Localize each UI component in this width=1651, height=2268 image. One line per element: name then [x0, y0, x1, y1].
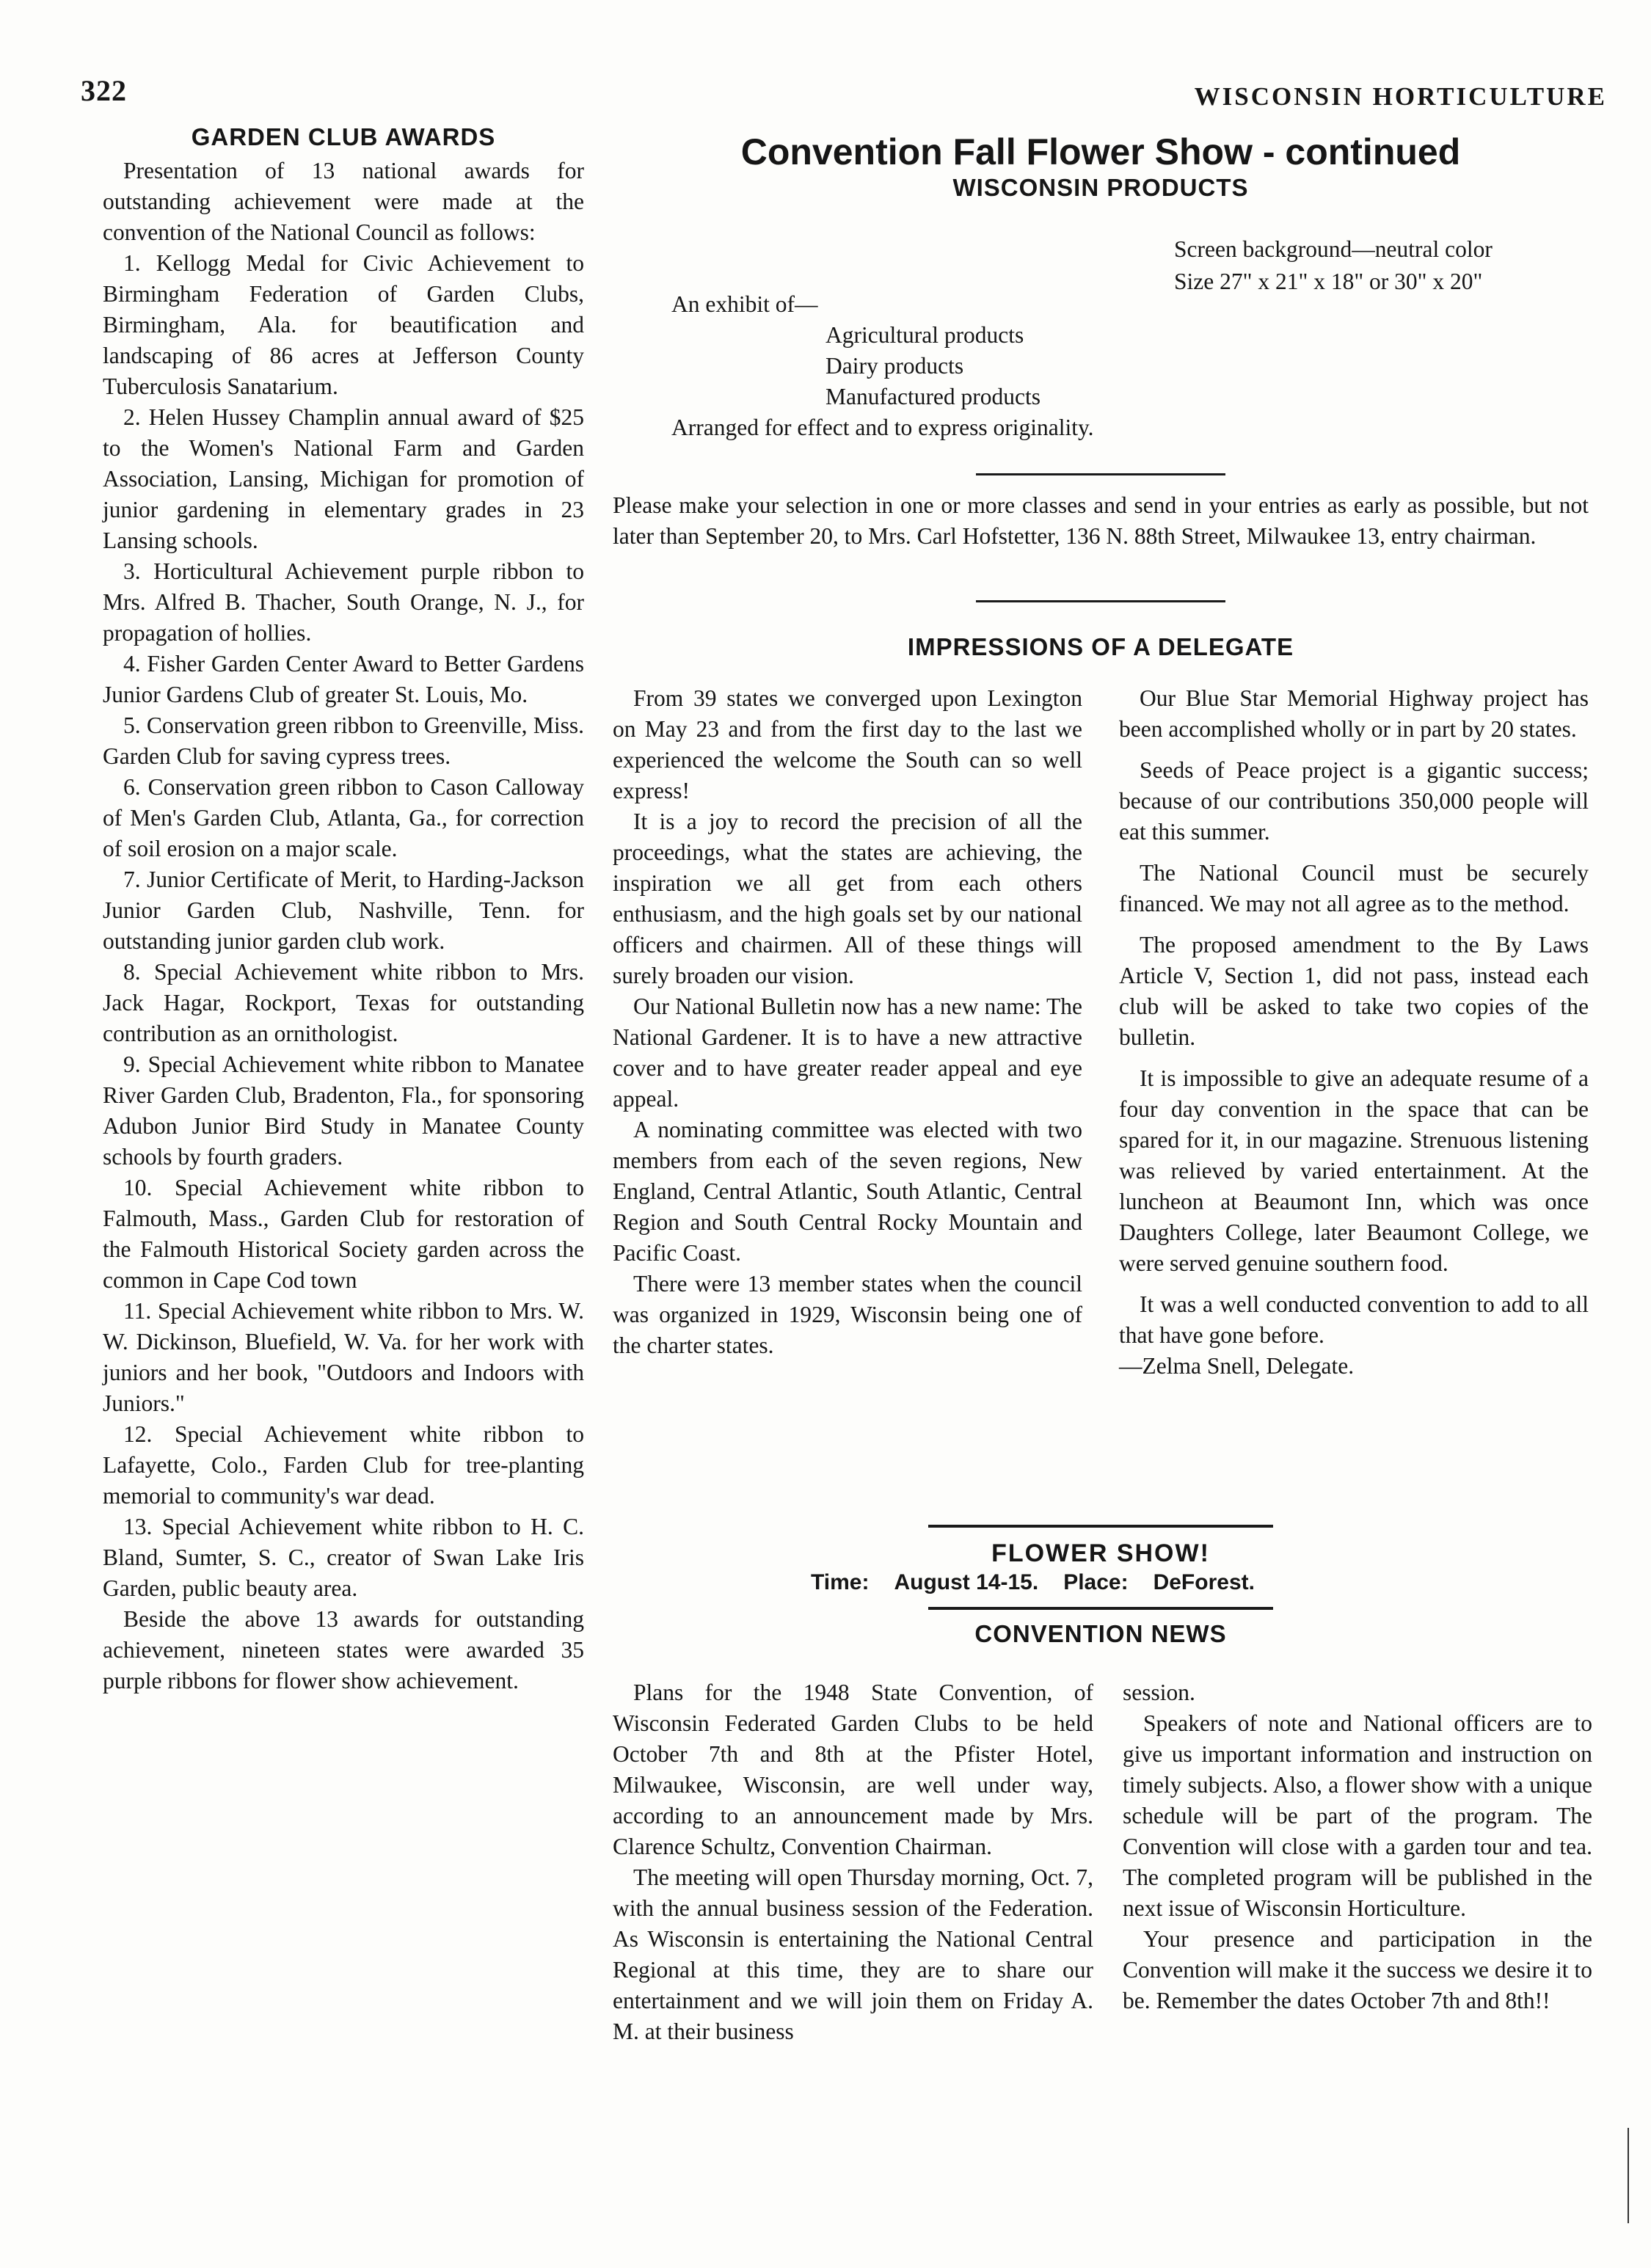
margin-mark	[1628, 2128, 1629, 2223]
divider-rule	[976, 600, 1225, 602]
impressions-paragraph: Our Blue Star Memorial Highway project has been accomplished wholly or in part by 20 states.	[1119, 685, 1589, 742]
convention-news-paragraph: Speakers of note and National officers are to give us important information and instruction on timely subjects. Also, a flower show with a unique schedule will be part of the program. The Convention will close with a garden tour and tea. The completed program will be published in the next issue of Wisconsin Horticulture.	[1123, 1710, 1592, 1921]
award-item: 11. Special Achievement white ribbon to Mrs. W. W. Dickinson, Bluefield, W. Va. for her work with juniors and her book, "Outdoors and Indoors with Juniors."	[103, 1298, 584, 1416]
delegate-signature: —Zelma Snell, Delegate.	[1119, 1353, 1355, 1379]
divider-rule	[928, 1525, 1273, 1528]
screen-size-line: Size 27" x 21" x 18" or 30" x 20"	[1174, 269, 1483, 294]
impressions-paragraph: The proposed amendment to the By Laws Article V, Section 1, did not pass, instead each club will be asked to take two copies of the bulletin.	[1119, 932, 1589, 1050]
place-label: Place:	[1063, 1570, 1129, 1594]
award-item: 2. Helen Hussey Champlin annual award of $25 to the Women's National Farm and Garden Association, Lansing, Michigan for promotion of junior gardening in elementary grades in 23 Lansing schools.	[103, 404, 584, 553]
impressions-paragraph: Seeds of Peace project is a gigantic success; because of our contributions 350,000 people will eat this summer.	[1119, 757, 1589, 845]
divider-rule	[928, 1607, 1273, 1610]
impressions-column-2	[1119, 683, 1589, 1382]
awards-summary: Beside the above 13 awards for outstanding achievement, nineteen states were awarded 35 purple ribbons for flower show achievement.	[103, 1606, 584, 1693]
award-item: 13. Special Achievement white ribbon to H. C. Bland, Sumter, S. C., creator of Swan Lake Iris Garden, public beauty area.	[103, 1514, 584, 1601]
award-item: 8. Special Achievement white ribbon to Mrs. Jack Hagar, Rockport, Texas for outstanding contribution as an ornithologist.	[103, 959, 584, 1046]
flower-show-notice-title: FLOWER SHOW!	[991, 1539, 1210, 1567]
right-column	[613, 131, 1592, 2044]
awards-paragraph: Presentation of 13 national awards for outstanding achievement were made at the convention of the National Council as follows:	[103, 158, 584, 245]
exhibit-item: Agricultural products	[826, 322, 1024, 348]
award-item: 4. Fisher Garden Center Award to Better Gardens Junior Gardens Club of greater St. Louis, Mo.	[103, 651, 584, 707]
award-item: 3. Horticultural Achievement purple ribbon to Mrs. Alfred B. Thacher, South Orange, N. J., for propagation of hollies.	[103, 558, 584, 646]
impressions-paragraph: A nominating committee was elected with two members from each of the seven regions, New England, Central Atlantic, South Atlantic, Central Region and South Central Rocky Mountain and Pacific Coast.	[613, 1117, 1082, 1266]
flower-show-notice-details	[811, 1570, 1545, 1595]
award-item: 6. Conservation green ribbon to Cason Calloway of Men's Garden Club, Atlanta, Ga., for correction of soil erosion on a major scale.	[103, 774, 584, 861]
impressions-paragraph: There were 13 member states when the council was organized in 1929, Wisconsin being one of the charter states.	[613, 1271, 1082, 1358]
garden-club-awards-column	[103, 123, 584, 1696]
screen-spec	[1174, 233, 1493, 298]
exhibit-spec	[671, 289, 1094, 443]
divider-rule	[976, 473, 1225, 475]
impressions-paragraph: It is a joy to record the precision of all the proceedings, what the states are achieving, the inspiration we all get from each others enthusiasm, and the high goals set by our national officers and chairmen. All of these things will surely broaden our vision.	[613, 809, 1082, 988]
flower-show-title: Convention Fall Flower Show - continued	[740, 131, 1461, 172]
impressions-heading: IMPRESSIONS OF A DELEGATE	[907, 633, 1294, 660]
convention-news-paragraph: Plans for the 1948 State Convention, of Wisconsin Federated Garden Clubs to be held October 7th and 8th at the Pfister Hotel, Milwaukee, Wisconsin, are well under way, according to an announcement made by Mrs. Clarence Schultz, Convention Chairman.	[613, 1680, 1093, 1859]
convention-news-column-1	[613, 1677, 1093, 2047]
impressions-paragraph: From 39 states we converged upon Lexington on May 23 and from the first day to the last we experienced the welcome the South can so well express!	[613, 685, 1082, 803]
award-item: 5. Conservation green ribbon to Greenville, Miss. Garden Club for saving cypress trees.	[103, 712, 584, 769]
award-item: 10. Special Achievement white ribbon to Falmouth, Mass., Garden Club for restoration of the Falmouth Historical Society garden across the common in Cape Cod town	[103, 1175, 584, 1293]
selection-instructions: Please make your selection in one or more classes and send in your entries as early as possible, but not later than September 20, to Mrs. Carl Hofstetter, 136 N. 88th Street, Milwaukee 13, entry chairman.	[613, 492, 1589, 549]
convention-news-paragraph: session.	[1123, 1680, 1195, 1705]
time-label: Time:	[811, 1570, 870, 1594]
convention-news-paragraph: Your presence and participation in the Convention will make it the success we desire it to be. Remember the dates October 7th and 8th!!	[1123, 1926, 1592, 2013]
convention-news-heading: CONVENTION NEWS	[974, 1620, 1227, 1647]
page-number: 322	[81, 74, 127, 107]
screen-background-line: Screen background—neutral color	[1174, 236, 1493, 262]
award-item: 7. Junior Certificate of Merit, to Harding-Jackson Junior Garden Club, Nashville, Tenn. for outstanding junior garden club work.	[103, 867, 584, 954]
exhibit-item: Dairy products	[826, 353, 964, 379]
running-head: WISCONSIN HORTICULTURE	[1194, 82, 1607, 111]
exhibit-intro: An exhibit of—	[671, 291, 818, 317]
wisconsin-products-subtitle: WISCONSIN PRODUCTS	[952, 174, 1249, 201]
award-item: 1. Kellogg Medal for Civic Achievement to Birmingham Federation of Garden Clubs, Birmingham, Ala. for beautification and landscaping of 86 acres at Jefferson County Tuberculosis Sanatarium.	[103, 250, 584, 399]
impressions-paragraph: It is impossible to give an adequate resume of a four day convention in the space that can be spared for it, in our magazine. Strenuous listening was relieved by varied entertainment. At the luncheon at Beaumont Inn, which was once Daughters College, later Beaumont College, we were served genuine southern food.	[1119, 1065, 1589, 1276]
exhibit-item: Manufactured products	[826, 384, 1041, 409]
time-value: August 14-15.	[894, 1570, 1039, 1594]
award-item: 9. Special Achievement white ribbon to Manatee River Garden Club, Bradenton, Fla., for sponsoring Adubon Junior Bird Study in Manatee County schools by fourth graders.	[103, 1051, 584, 1170]
impressions-paragraph: Our National Bulletin now has a new name: The National Gardener. It is to have a new attractive cover and to have greater reader appeal and eye appeal.	[613, 993, 1082, 1112]
exhibit-outro: Arranged for effect and to express originality.	[671, 415, 1094, 440]
convention-news-column-2	[1123, 1677, 1592, 2016]
place-value: DeForest.	[1153, 1570, 1255, 1594]
convention-news-paragraph: The meeting will open Thursday morning, Oct. 7, with the annual business session of the Federation. As Wisconsin is entertaining the National Central Regional at this time, they are to share our entertainment and we will join them on Friday A. M. at their business	[613, 1864, 1093, 2044]
garden-club-awards-heading: GARDEN CLUB AWARDS	[191, 123, 496, 150]
impressions-paragraph: The National Council must be securely financed. We may not all agree as to the method.	[1119, 860, 1589, 916]
award-item: 12. Special Achievement white ribbon to Lafayette, Colo., Farden Club for tree-planting memorial to community's war dead.	[103, 1421, 584, 1509]
impressions-paragraph: It was a well conducted convention to add to all that have gone before.	[1119, 1291, 1589, 1348]
impressions-column-1	[613, 683, 1082, 1361]
